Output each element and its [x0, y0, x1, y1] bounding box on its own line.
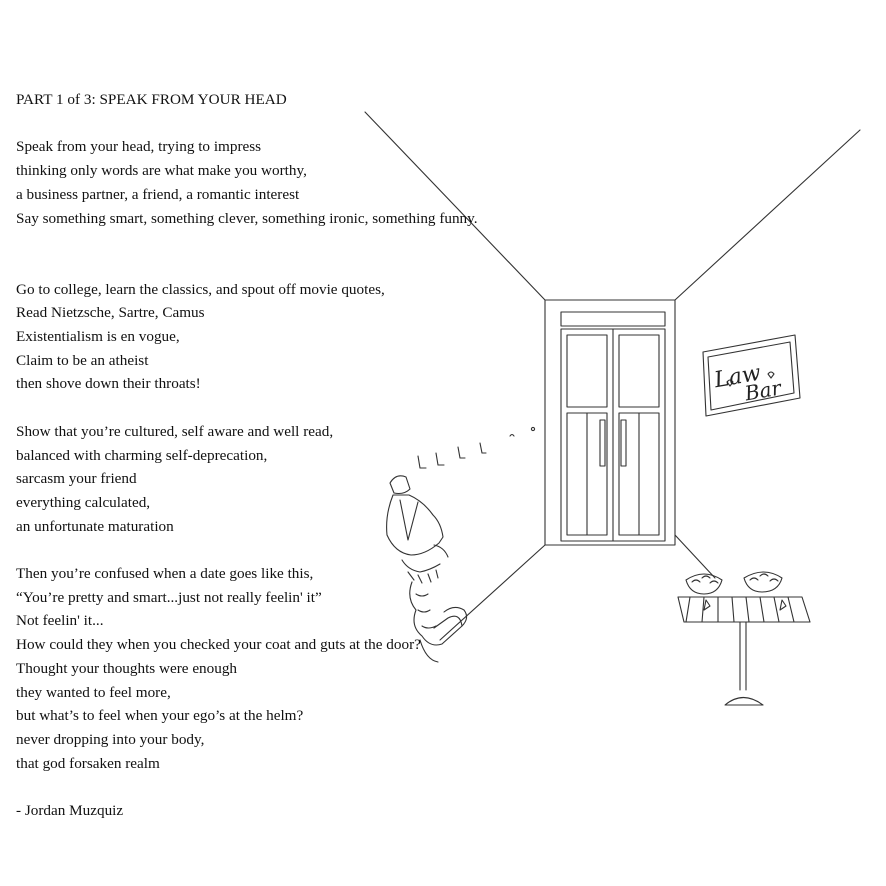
poem-line: but what’s to feel when your ego’s at the helm?	[16, 707, 304, 725]
poem-line: Not feelin' it...	[16, 612, 104, 630]
poem-line: Speak from your head, trying to impress	[16, 138, 262, 156]
doorway	[545, 300, 675, 545]
poem-line: an unfortunate maturation	[16, 517, 174, 535]
sign-text-bar: Bar	[742, 375, 783, 406]
poem-line: Read Nietzsche, Sartre, Camus	[16, 304, 205, 322]
cake-table	[678, 572, 810, 705]
poem-line: then shove down their throats!	[16, 375, 201, 393]
poem-line: they wanted to feel more,	[16, 683, 171, 701]
poem	[16, 88, 478, 823]
poem-line: balanced with charming self-deprecation,	[16, 446, 268, 464]
poem-line: Existentialism is en vogue,	[16, 328, 180, 345]
poem-line: Show that you’re cultured, self aware and well read,	[16, 422, 334, 440]
poem-line: that god forsaken realm	[16, 754, 160, 772]
poem-line: Then you’re confused when a date goes like this,	[16, 565, 314, 582]
poem-line: Say something smart, something clever, something ironic, something funny.	[16, 209, 478, 227]
sign-text-law: Law	[712, 360, 763, 394]
poem-line: Thought your thoughts were enough	[16, 659, 238, 677]
poem-line: “You’re pretty and smart...just not really feelin' it”	[16, 588, 322, 606]
poem-line: sarcasm your friend	[16, 470, 137, 488]
poem-author: - Jordan Muzquiz	[16, 802, 124, 820]
poem-line: Claim to be an atheist	[16, 351, 149, 369]
poem-line: thinking only words are what make you worthy,	[16, 162, 307, 180]
poem-line: Go to college, learn the classics, and spout off movie quotes,	[16, 280, 385, 298]
poem-line: a business partner, a friend, a romantic interest	[16, 185, 300, 203]
corridor-line-right-ceiling	[675, 130, 860, 300]
poem-line: never dropping into your body,	[16, 730, 205, 748]
poem-line: How could they when you checked your coat and guts at the door?	[16, 636, 421, 654]
corridor-line-right-floor	[675, 535, 715, 578]
poem-title: PART 1 of 3: SPEAK FROM YOUR HEAD	[16, 91, 287, 108]
poem-line: everything calculated,	[16, 493, 151, 511]
